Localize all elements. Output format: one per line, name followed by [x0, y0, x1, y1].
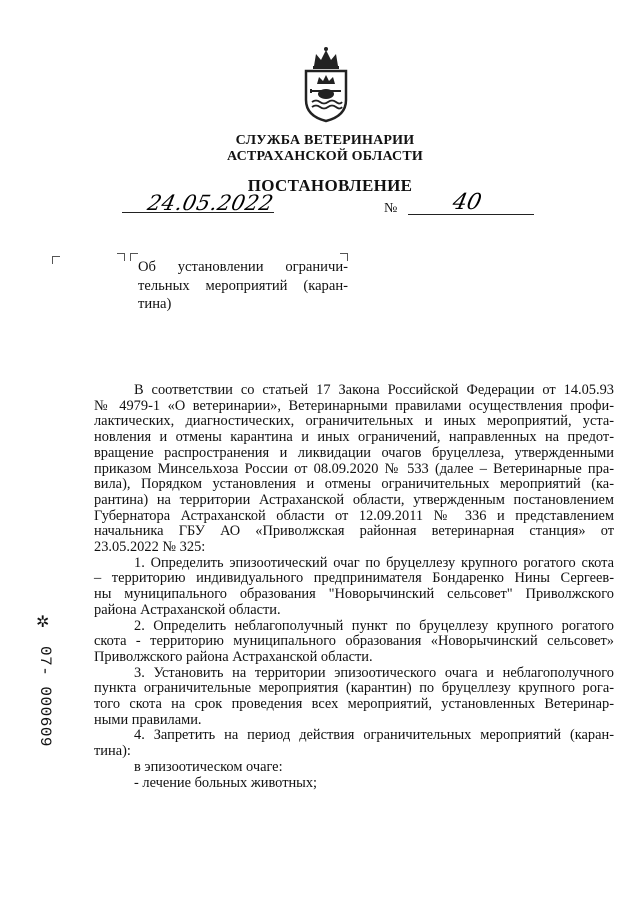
subject-line: тина)	[138, 296, 172, 312]
body-line: ны муниципального образования "Новорычинский сельсовет" Приволжского	[94, 586, 614, 603]
body-line: начальника ГБУ АО «Приволжская районная ветеринарная станция» от	[94, 523, 614, 540]
body-line: пункта ограничительные мероприятия (карантин) по бруцеллезу крупного рога-	[94, 680, 614, 697]
body-line: скота - территорию муниципального образования «Новорычинский сельсовет»	[94, 633, 614, 650]
astrakhan-coat-of-arms-icon	[300, 44, 352, 124]
body-line: ными правилами.	[94, 711, 202, 728]
body-line: 2. Определить неблагополучный пункт по бруцеллезу крупного рогатого	[134, 617, 614, 634]
body-line: Губернатора Астраханской области от 12.09.2011 № 336 и представлением	[94, 507, 614, 524]
body-line: № 4979-1 «О ветеринарии», Ветеринарными правилами осуществления профи-	[94, 397, 614, 414]
asterisk-mark: ✲	[36, 614, 50, 631]
subject-line: Об установлении ограничи-	[138, 259, 348, 275]
body-line: рантина) на территории Астраханской области, утвержденным постановлением	[94, 491, 614, 508]
side-registration-stamp: 07- 000609	[36, 646, 54, 748]
document-type-title: ПОСТАНОВЛЕНИЕ	[247, 176, 413, 195]
body-line: В соответствии со статьей 17 Закона Российской Федерации от 14.05.93	[134, 382, 614, 398]
organization-name-line1: СЛУЖБА ВЕТЕРИНАРИИ	[235, 133, 415, 148]
body-line: вила), Порядком установления и отмены ограничительных мероприятий (ка-	[94, 476, 614, 493]
body-line: новления и отмены карантина и иных ограничений, направленных на предот-	[94, 429, 614, 446]
handwritten-date: 24.05.2022	[145, 191, 276, 215]
body-line: 4. Запретить на период действия ограничительных мероприятий (каран-	[134, 727, 614, 744]
body-line: вращение распространения и ликвидации очагов бруцеллеза, утвержденными	[94, 444, 614, 461]
corner-mark-subject-a	[117, 253, 125, 261]
body-line: района Астраханской области.	[94, 601, 281, 618]
handwritten-number: 40	[450, 190, 484, 215]
body-line: лактических, диагностических, ограничительных и иных мероприятий, уста-	[94, 413, 614, 430]
document-subject	[138, 258, 348, 314]
body-line: Приволжского района Астраханской области.	[94, 648, 373, 665]
body-line: тина):	[94, 743, 131, 760]
corner-mark-subject-b	[130, 253, 138, 261]
document-body	[94, 383, 614, 791]
body-line: 1. Определить эпизоотический очаг по бруцеллезу крупного рогатого скота	[134, 554, 614, 571]
body-line: – территорию индивидуального предпринимателя Бондаренко Нины Сергеев-	[94, 570, 614, 587]
body-line: приказом Минсельхоза России от 08.09.2020 № 533 (далее – Ветеринарные пра-	[94, 460, 614, 477]
corner-mark-left	[52, 256, 60, 264]
body-line: в эпизоотическом очаге:	[134, 758, 283, 775]
organization-name-line2: АСТРАХАНСКОЙ ОБЛАСТИ	[226, 149, 423, 164]
body-line: 3. Установить на территории эпизоотического очага и неблагополучного	[134, 664, 614, 681]
body-line: того скота на срок проведения всех мероприятий, установленных Ветеринар-	[94, 696, 614, 713]
subject-line: тельных мероприятий (каран-	[138, 277, 348, 294]
body-line: - лечение больных животных;	[134, 774, 318, 791]
number-label: №	[384, 201, 398, 216]
body-line: 23.05.2022 № 325:	[94, 539, 206, 556]
